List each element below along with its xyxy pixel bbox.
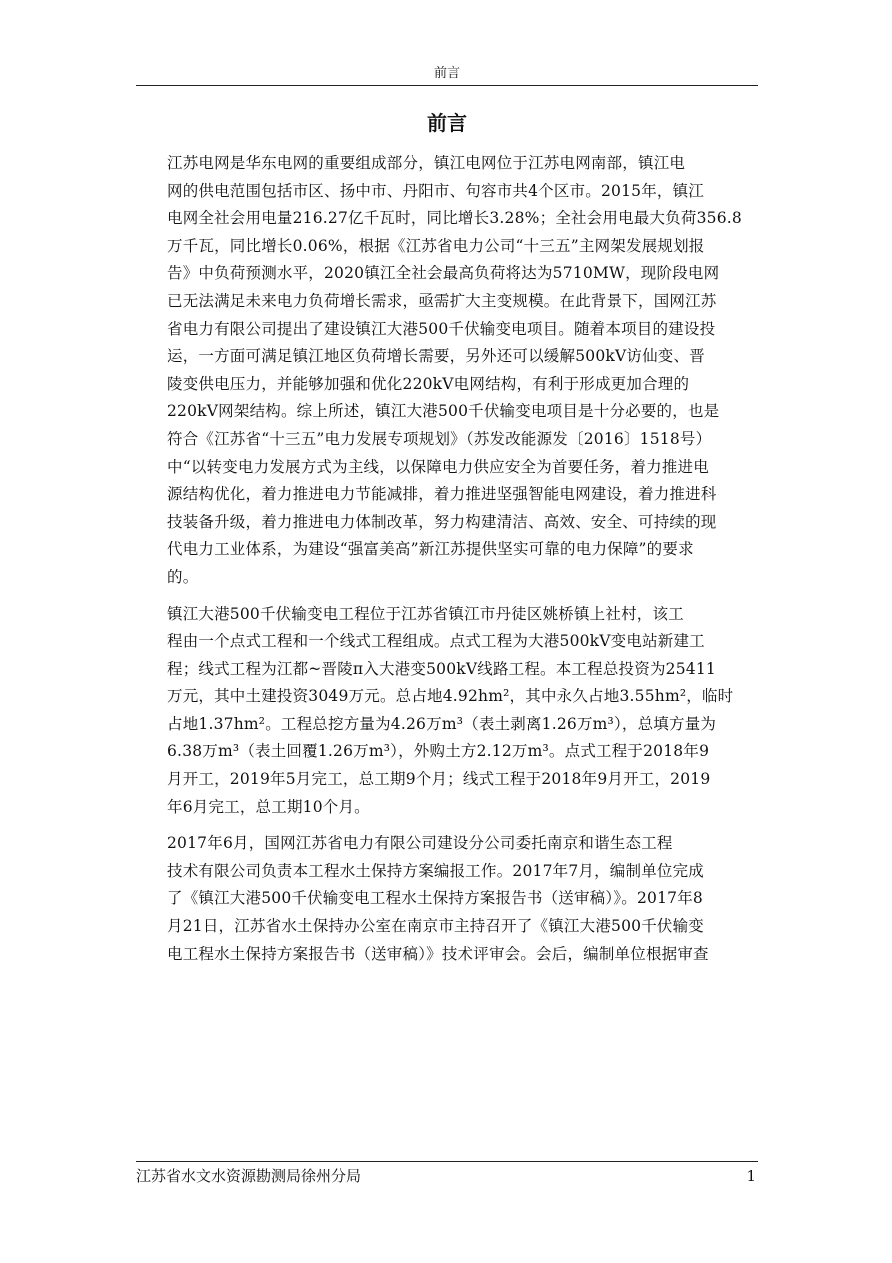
paragraph-line: 的。 bbox=[167, 567, 199, 586]
footer-organization: 江苏省水文水资源勘测局徐州分局 bbox=[136, 1167, 362, 1185]
paragraph bbox=[136, 150, 758, 592]
paragraph-line: 年6月完工，总工期10个月。 bbox=[167, 797, 370, 816]
paragraph-line: 2017年6月，国网江苏省电力有限公司建设分公司委托南京和谐生态工程 bbox=[167, 834, 673, 853]
paragraph-line: 6.38万m³（表土回覆1.26万m³），外购土方2.12万m³。点式工程于2018年9 bbox=[167, 742, 710, 761]
paragraph-line: 技装备升级，着力推进电力体制改革，努力构建清洁、高效、安全、可持续的现 bbox=[167, 512, 717, 531]
paragraph bbox=[136, 830, 758, 968]
paragraph-line: 占地1.37hm²。工程总挖方量为4.26万m³（表土剥离1.26万m³），总填方量为 bbox=[167, 714, 717, 733]
paragraph-line: 220kV网架结构。综上所述，镇江大港500千伏输变电项目是十分必要的，也是 bbox=[167, 402, 720, 421]
page-number: 1 bbox=[746, 1167, 756, 1185]
footer-rule bbox=[136, 1161, 758, 1162]
paragraph-line: 运，一方面可满足镇江地区负荷增长需要，另外还可以缓解500kV访仙变、晋 bbox=[167, 347, 705, 366]
running-head: 前言 bbox=[433, 66, 460, 81]
paragraph-line: 万千瓦，同比增长0.06%，根据《江苏省电力公司“十三五”主网架发展规划报 bbox=[167, 236, 705, 255]
paragraph-line: 电网全社会用电量216.27亿千瓦时，同比增长3.28%；全社会用电最大负荷356.8 bbox=[167, 209, 742, 228]
body-text bbox=[136, 150, 758, 977]
paragraph-line: 省电力有限公司提出了建设镇江大港500千伏输变电项目。随着本项目的建设投 bbox=[167, 319, 716, 338]
paragraph-line: 陵变供电压力，并能够加强和优化220kV电网结构，有利于形成更加合理的 bbox=[167, 374, 690, 393]
paragraph-line: 了《镇江大港500千伏输变电工程水土保持方案报告书（送审稿）》。2017年8 bbox=[167, 889, 703, 908]
paragraph-line: 镇江大港500千伏输变电工程位于江苏省镇江市丹徒区姚桥镇上社村，该工 bbox=[167, 604, 684, 623]
paragraph bbox=[136, 601, 758, 822]
paragraph-line: 告》中负荷预测水平，2020镇江全社会最高负荷将达为5710MW，现阶段电网 bbox=[167, 264, 720, 283]
paragraph-line: 网的供电范围包括市区、扬中市、丹阳市、句容市共4个区市。2015年，镇江 bbox=[167, 181, 705, 200]
paragraph-line: 技术有限公司负责本工程水土保持方案编报工作。2017年7月，编制单位完成 bbox=[167, 861, 705, 880]
paragraph-line: 万元，其中土建投资3049万元。总占地4.92hm²，其中永久占地3.55hm²，临时 bbox=[167, 687, 734, 706]
paragraph-line: 电工程水土保持方案报告书（送审稿）》技术评审会。会后，编制单位根据审查 bbox=[167, 944, 709, 963]
paragraph-line: 程由一个点式工程和一个线式工程组成。点式工程为大港500kV变电站新建工 bbox=[167, 632, 705, 651]
paragraph-line: 江苏电网是华东电网的重要组成部分，镇江电网位于江苏电网南部，镇江电 bbox=[167, 154, 686, 172]
paragraph-line: 月开工，2019年5月完工，总工期9个月；线式工程于2018年9月开工，2019 bbox=[167, 770, 711, 789]
paragraph-line: 源结构优化，着力推进电力节能减排，着力推进坚强智能电网建设，着力推进科 bbox=[167, 485, 717, 504]
paragraph-line: 中“以转变电力发展方式为主线，以保障电力供应安全为首要任务，着力推进电 bbox=[167, 457, 709, 476]
paragraph-line: 月21日，江苏省水土保持办公室在南京市主持召开了《镇江大港500千伏输变 bbox=[167, 917, 705, 936]
paragraph-line: 代电力工业体系，为建设“强富美高”新江苏提供坚实可靠的电力保障”的要求 bbox=[167, 540, 694, 559]
paragraph-line: 符合《江苏省“十三五”电力发展专项规划》（苏发改能源发〔2016〕1518号） bbox=[167, 429, 712, 448]
paragraph-line: 已无法满足未来电力负荷增长需求，亟需扩大主变规模。在此背景下，国网江苏 bbox=[167, 291, 717, 310]
page-title: 前言 bbox=[427, 111, 467, 135]
header-rule bbox=[136, 85, 758, 86]
paragraph-line: 程；线式工程为江都~晋陵π入大港变500kV线路工程。本工程总投资为25411 bbox=[167, 659, 716, 678]
